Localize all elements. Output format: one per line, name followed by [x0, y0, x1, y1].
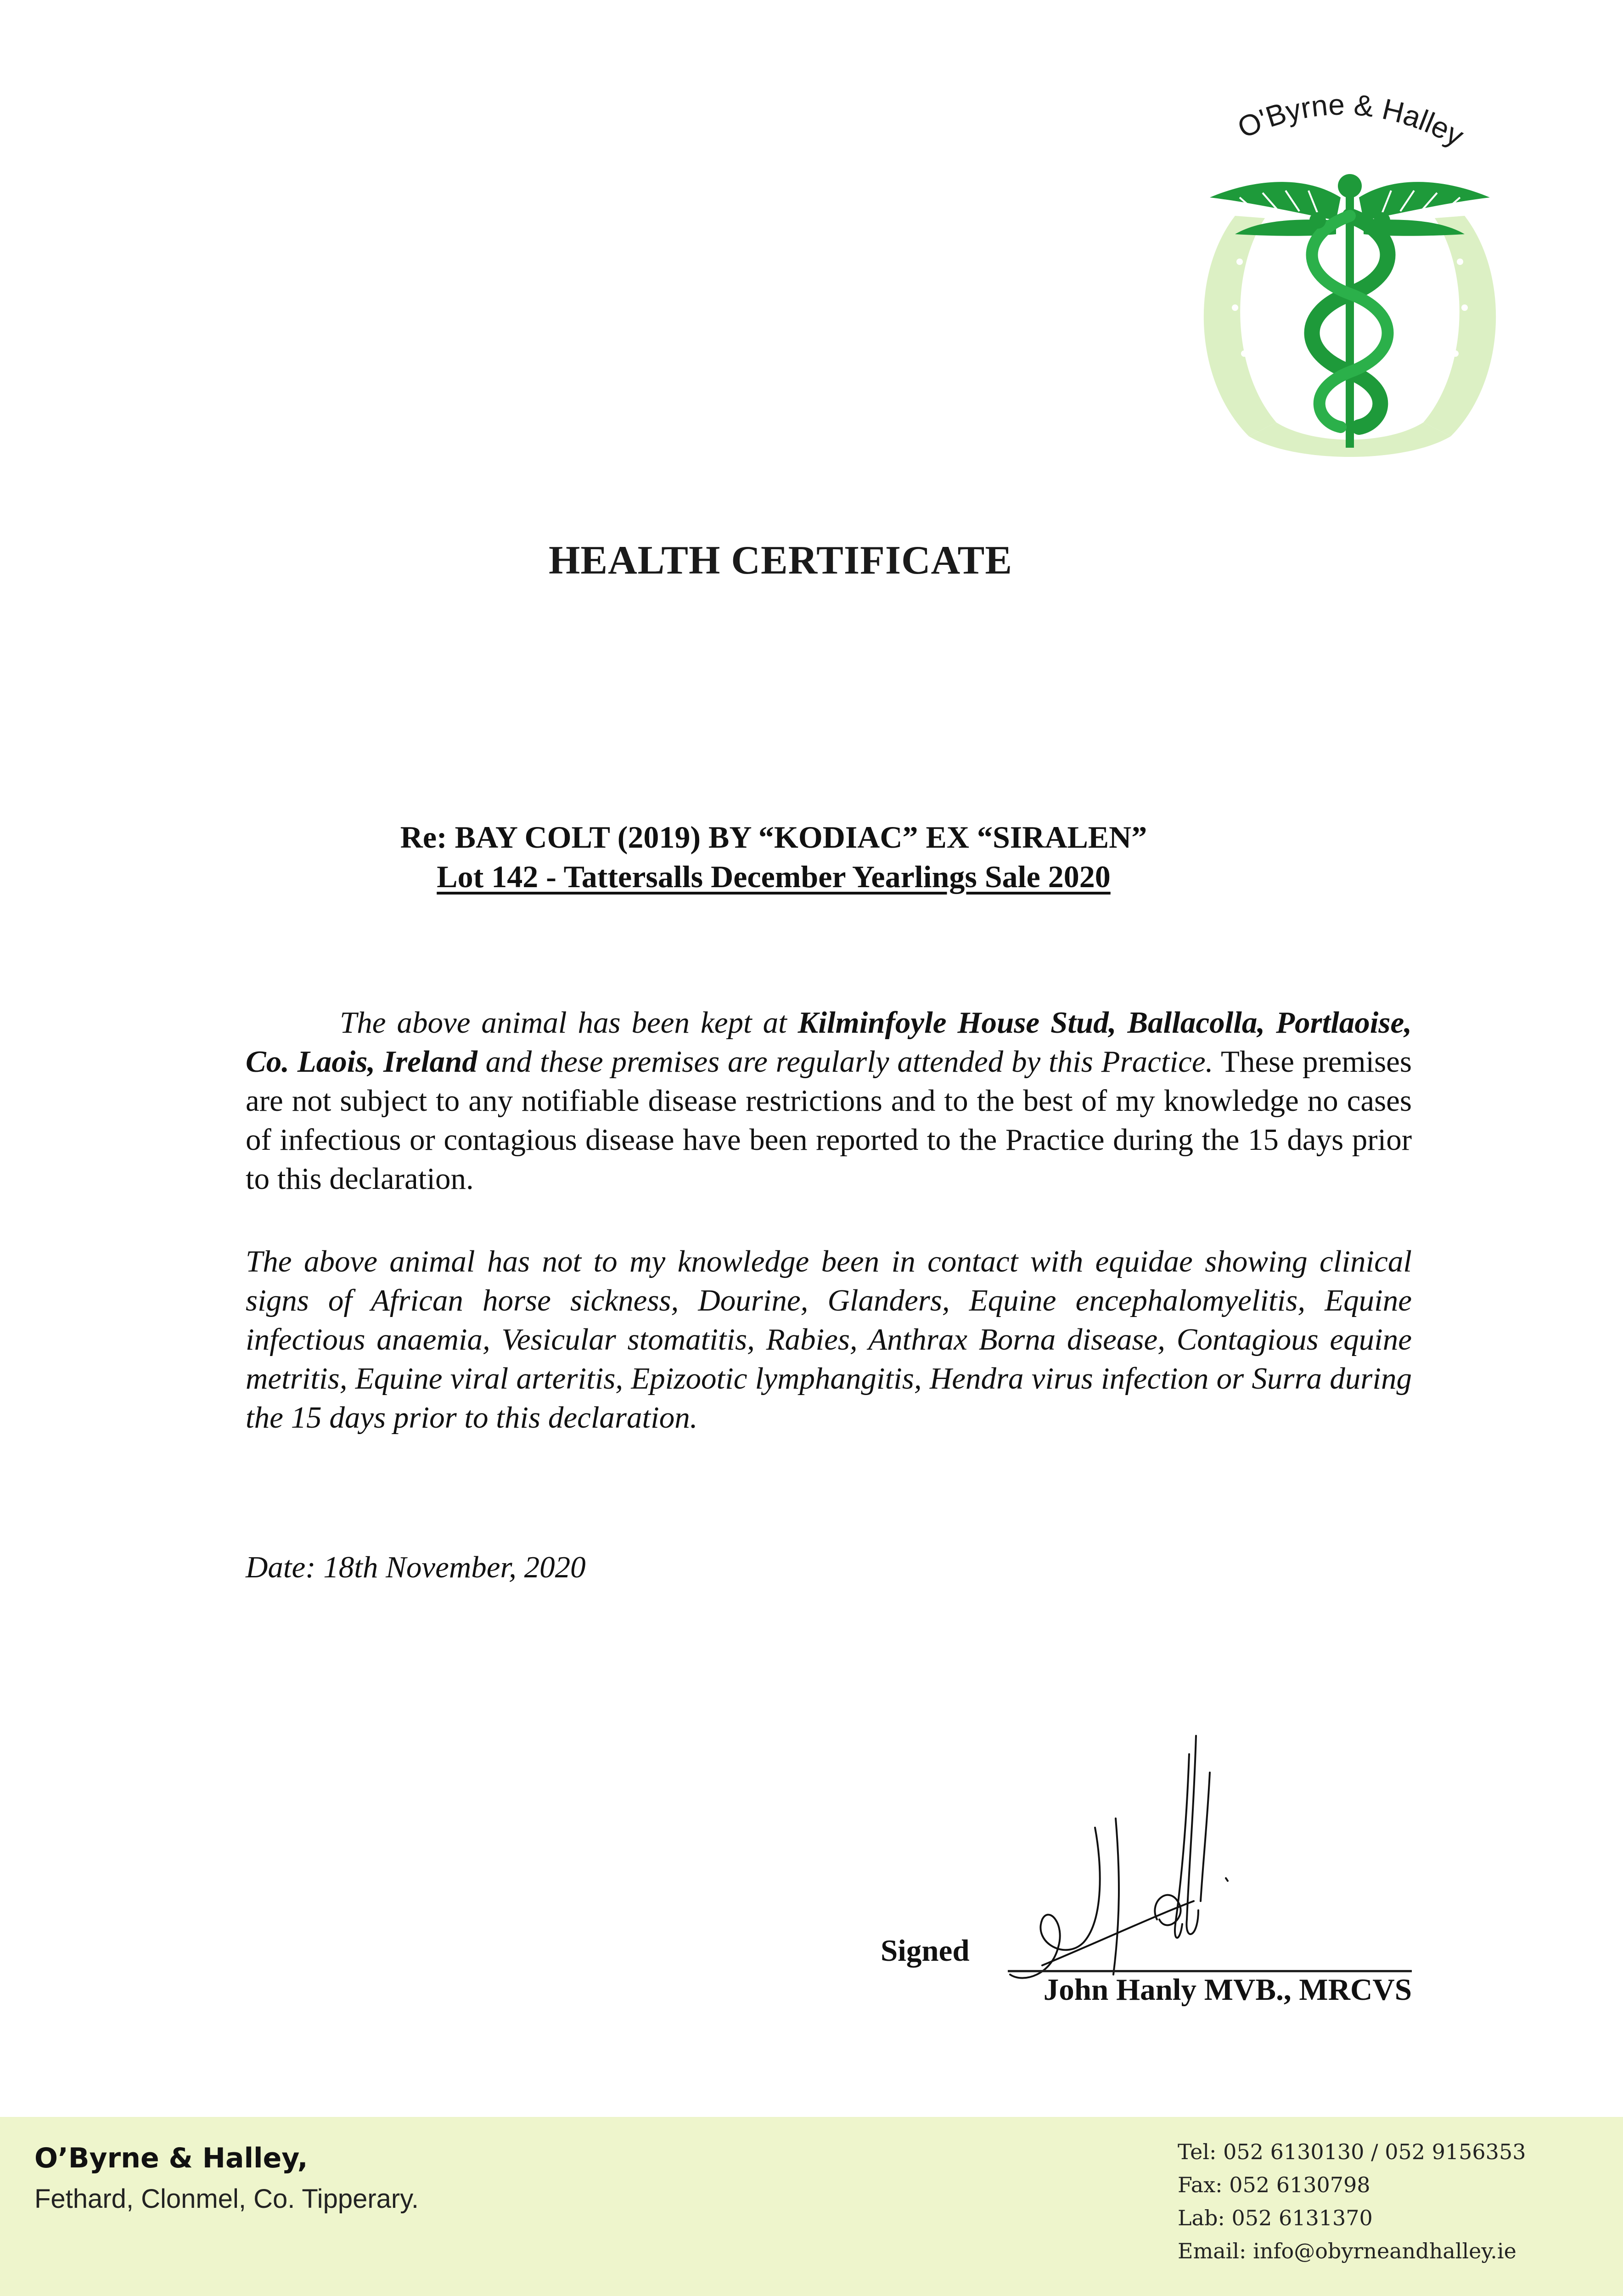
certificate-date: Date: 18th November, 2020 — [246, 1550, 586, 1584]
para1-declaration: These premises are not subject to any notifiable disease restrictions and to the best of my knowledge no cases of infectious or contagious disease have been reported to the Practice during the 15 days prior to this declaration. — [246, 1045, 1412, 1196]
footer-tel: Tel: 052 6130130 / 052 9156353 — [1178, 2139, 1526, 2164]
signed-label: Signed — [881, 1934, 970, 1968]
para1-intro: The above animal has been kept at — [340, 1006, 798, 1040]
disease-contact-paragraph: The above animal has not to my knowledge been in contact with equidae showing clinical signs of African horse sickness, Dourine, Glanders, Equine encephalomyelitis, Equine infectious anaemia, Vesicular stomatitis, Rabies, Anthrax Borna disease, Contagious equine metritis, Equine viral arteritis, Epizootic lymphangitis, Hendra virus infection or Surra during the 15 days prior to this declaration. — [246, 1244, 1412, 1435]
letterhead-footer — [0, 2117, 1623, 2296]
logo-text: O'Byrne & Halley — [1233, 88, 1470, 153]
premises-name: Kilminfoyle House Stud, Ballacolla, Portlaoise, Co. Laois, Ireland — [246, 1006, 1412, 1079]
footer-company-name: O’Byrne & Halley, — [34, 2142, 308, 2174]
signer-name: John Hanly MVB., MRCVS — [1043, 1973, 1412, 2007]
footer-fax: Fax: 052 6130798 — [1178, 2172, 1370, 2197]
lot-line: Lot 142 - Tattersalls December Yearlings Sale 2020 — [437, 859, 1111, 894]
subject-block — [0, 817, 1547, 896]
handwritten-signature — [1005, 1727, 1263, 2002]
footer-email: Email: info@obyrneandhalley.ie — [1178, 2239, 1516, 2263]
premises-paragraph — [246, 1003, 1412, 1199]
caduceus-horseshoe-icon — [1185, 60, 1515, 464]
footer-address: Fethard, Clonmel, Co. Tipperary. — [34, 2184, 419, 2214]
footer-lab: Lab: 052 6131370 — [1178, 2206, 1373, 2230]
company-logo — [1185, 60, 1515, 464]
subject-line: Re: BAY COLT (2019) BY “KODIAC” EX “SIRALEN” — [400, 820, 1147, 855]
document-title: HEALTH CERTIFICATE — [548, 538, 1013, 583]
footer-contact-block — [1178, 2135, 1526, 2268]
para1-attended: and these premises are regularly attended by this Practice. — [477, 1045, 1213, 1079]
